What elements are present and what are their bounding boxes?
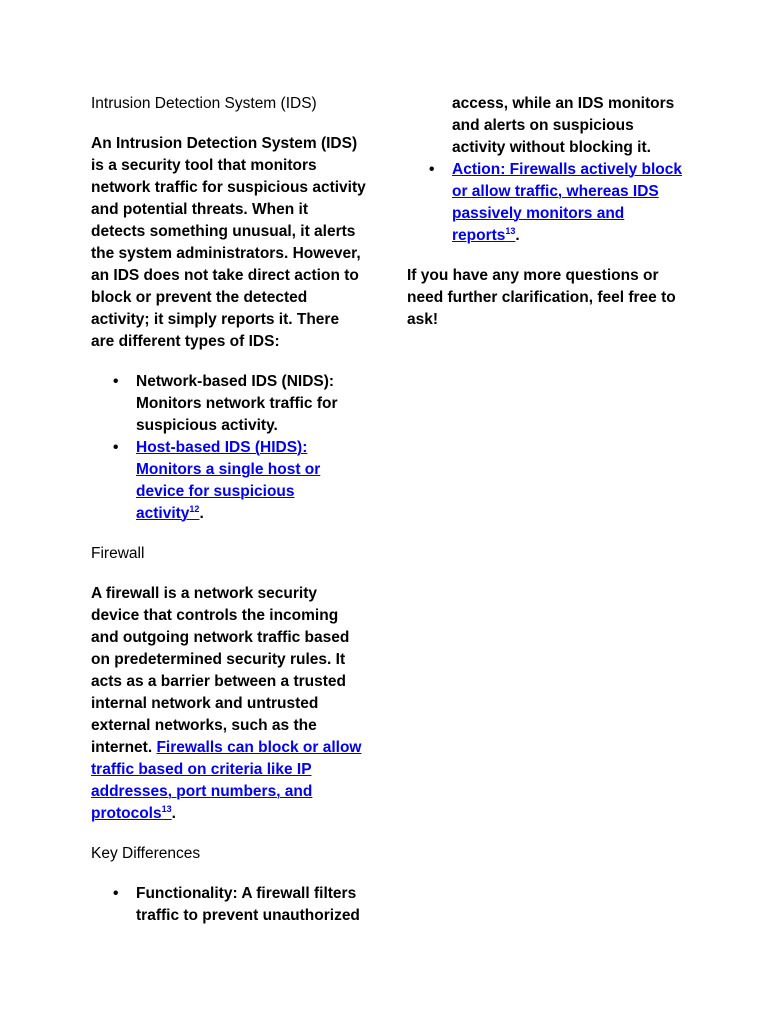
ids-paragraph: An Intrusion Detection System (IDS) is a security tool that monitors network traffic for suspicious activity and potential threats. When it detects something unusual, it alerts the system administrators. However, an IDS does not take direct action to block or prevent the detected activity; it simply reports it. There are different types of IDS:: [91, 135, 366, 350]
firewall-paragraph-text: A firewall is a network security device that controls the incoming and outgoing network traffic based on predetermined security rules. It acts as a barrier between a trusted internal network and untrusted external networks, such as the internet.: [91, 585, 350, 756]
hids-link-text: Host-based IDS (HIDS): Monitors a single host or device for suspicious activity: [136, 439, 321, 522]
functionality-item-text: Functionality: A firewall filters traffic to prevent unauthorized: [136, 885, 360, 924]
action-trail: .: [515, 227, 520, 244]
list-item: [113, 883, 366, 927]
list-item: [113, 371, 366, 437]
action-link-text: Action: Firewalls actively block or allow traffic, whereas IDS passively monitors and reports: [452, 161, 682, 244]
ids-heading: Intrusion Detection System (IDS): [91, 95, 317, 112]
hids-link[interactable]: [136, 439, 320, 522]
bullet-icon: •: [113, 885, 119, 902]
key-differences-heading: Key Differences: [91, 845, 201, 862]
bullet-icon: •: [429, 161, 435, 178]
citation-ref: 12: [189, 503, 200, 514]
citation-ref: 13: [161, 803, 172, 814]
firewall-trail: .: [171, 805, 176, 822]
bullet-icon: •: [113, 439, 119, 456]
hids-trail: .: [199, 505, 204, 522]
list-item: [429, 159, 687, 247]
key-differences-list-continued: [407, 93, 687, 247]
list-item: [452, 93, 687, 159]
functionality-item-continued: access, while an IDS monitors and alerts on suspicious activity without blocking it.: [452, 95, 675, 156]
left-column: [91, 93, 366, 945]
firewall-link-text: Firewalls can block or allow traffic based on criteria like IP addresses, port numbers, and protocols: [91, 739, 362, 822]
action-link[interactable]: [452, 161, 682, 244]
ids-types-list: [91, 371, 366, 525]
bullet-icon: •: [113, 373, 119, 390]
right-column: [407, 93, 687, 349]
citation-ref: 13: [505, 225, 516, 236]
firewall-paragraph: [91, 583, 366, 825]
list-item: [113, 437, 366, 525]
nids-item-text: Network-based IDS (NIDS): Monitors network traffic for suspicious activity.: [136, 373, 338, 434]
key-differences-list: [91, 883, 366, 927]
firewall-heading: Firewall: [91, 545, 145, 562]
closing-paragraph: If you have any more questions or need further clarification, feel free to ask!: [407, 267, 676, 328]
